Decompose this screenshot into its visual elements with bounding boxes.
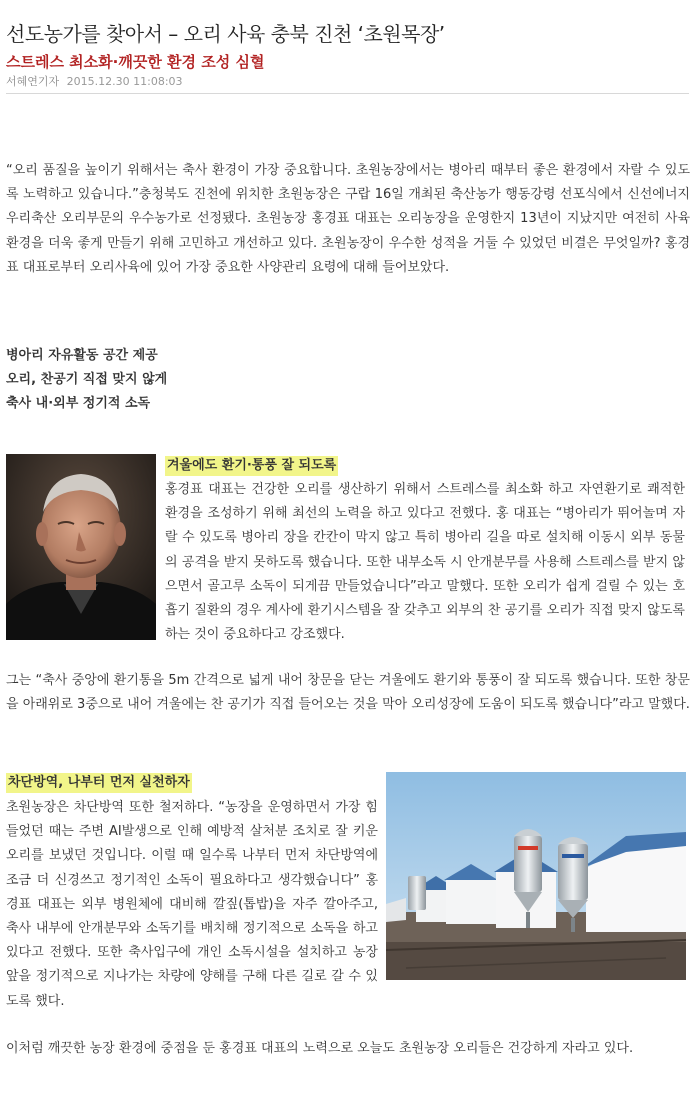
farm-photo	[386, 772, 686, 980]
section2-side-paragraph: 초원농장은 차단방역 또한 철저하다. “농장을 운영하면서 가장 힘들었던 때는 주변 AI발생으로 인해 예방적 살처분 조치로 잘 키운 오리를 보냈던 것입니다. 이럴 때 일수록 나부터 먼저 차단방역에 조금 더 신경쓰고 정기적인 소독이 필요하다고 생각했습니다” 홍경표 대표는 외부 병원체에 대비해 깔짚(톱밥)을 자주 깔아주고, 축사 내부에 안개분무와 소독기를 배치해 정기적으로 소독을 하고 있다고 전했다. 또한 축사입구에 개인 소독시설을 설치하고 농장 앞을 정기적으로 지나가는 차량에 양해를 구해 다른 길로 갈 수 있도록 했다.	[6, 800, 378, 1009]
title-divider	[6, 93, 689, 94]
portrait-photo-icon	[6, 454, 156, 640]
section1-side-paragraph: 홍경표 대표는 건강한 오리를 생산하기 위해서 스트레스를 최소화 하고 자연환기로 쾌적한 환경을 조성하기 위해 최선의 노력을 하고 있다고 전했다. 홍 대표는 “병아리가 뛰어놀며 자랄 수 있도록 병아리 장을 칸칸이 막지 않고 특히 병아리 길을 따로 설치해 이동시 외부 동물의 공격을 받지 못하도록 했습니다. 또한 내부소독 시 안개분무를 사용해 스트레스를 받지 않으면서 골고루 소독이 되게끔 만들었습니다”라고 말했다. 또한 오리가 쉽게 걸릴 수 있는 호흡기 질환의 경우 계사에 환기시스템을 잘 갖추고 외부의 찬 공기를 오리가 직접 맞지 않도록 하는 것이 중요하다고 강조했다.	[165, 482, 685, 643]
section1-full-paragraph: 그는 “축사 중앙에 환기통을 5m 간격으로 넓게 내어 창문을 닫는 겨울에도 환기와 통풍이 잘 되도록 했습니다. 또한 창문을 아래위로 3중으로 내어 겨울에는 찬 공기가 직접 들어오는 것을 막아 오리성장에 도움이 되도록 했습니다”라고 말했다.	[6, 673, 690, 713]
intro-paragraph: “오리 품질을 높이기 위해서는 축사 환경이 가장 중요합니다. 초원농장에서는 병아리 때부터 좋은 환경에서 자랄 수 있도록 노력하고 있습니다.”충청북도 진천에 위치한 초원농장은 구랍 16일 개최된 축산농가 행동강령 선포식에서 신선에너지 우리축산 오리부문의 우수농가로 선정됐다. 초원농장 홍경표 대표는 오리농장을 운영한지 13년이 지났지만 여전히 사육환경을 더욱 좋게 만들기 위해 고민하고 개선하고 있다. 초원농장이 우수한 성적을 거둘 수 있었던 비결은 무엇일까? 홍경표 대표로부터 오리사육에 있어 가장 중요한 사양관리 요령에 대해 들어보았다.	[6, 163, 690, 275]
portrait-photo	[6, 454, 156, 640]
section-heading-ventilation: 겨울에도 환기·통풍 잘 되도록	[165, 456, 338, 476]
section-heading-biosecurity: 차단방역, 나부터 먼저 실천하자	[6, 773, 192, 793]
highlight-item: 오리, 찬공기 직접 맞지 않게	[6, 372, 168, 387]
article-subtitle: 스트레스 최소화·깨끗한 환경 조성 심혈	[6, 53, 265, 71]
farm-photo-icon	[386, 772, 686, 980]
highlight-item: 병아리 자유활동 공간 제공	[6, 348, 158, 363]
article-title: 선도농가를 찾아서 – 오리 사육 충북 진천 ‘초원목장’	[6, 22, 445, 46]
byline	[6, 74, 183, 90]
publish-date: 2015.12.30 11:08:03	[66, 75, 183, 88]
highlights-list	[6, 344, 167, 416]
section2-full-paragraph: 이처럼 깨끗한 농장 환경에 중점을 둔 홍경표 대표의 노력으로 오늘도 초원농장 오리들은 건강하게 자라고 있다.	[6, 1041, 634, 1056]
highlight-item: 축사 내·외부 정기적 소독	[6, 396, 151, 411]
author: 서혜연기자	[6, 75, 60, 88]
